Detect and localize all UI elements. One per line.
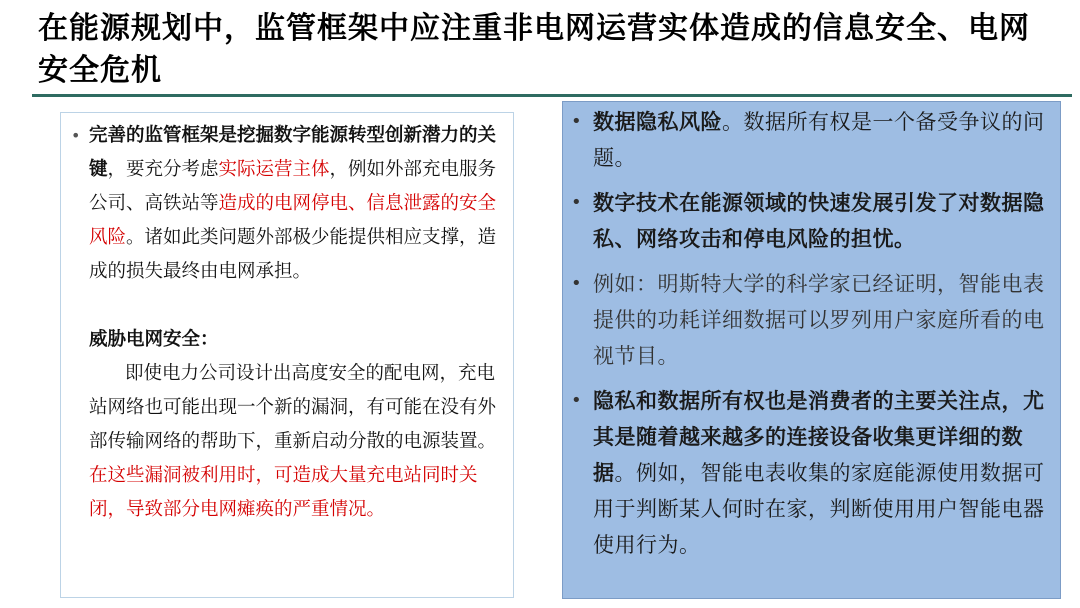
right-text-panel xyxy=(562,101,1061,599)
right-bullet-3 xyxy=(571,266,1059,374)
right-bullet-1-text: 。数据所有权是一个备受争议的问题。 xyxy=(593,110,1045,170)
left-bullet-1 xyxy=(71,119,509,289)
bullet-icon: • xyxy=(71,126,81,145)
left-panel-content xyxy=(71,119,509,527)
left-bullet-1-bold: 完善的监管框架是挖掘数字能源转型创新潜力的关键 xyxy=(89,125,497,180)
threat-text: 即使电力公司设计出高度安全的配电网，充电站网络也可能出现一个新的漏洞，有可能在没有外部传输网络的帮助下，重新启动分散的电源装置。 xyxy=(89,363,497,452)
right-bullet-4-text: 。例如，智能电表收集的家庭能源使用数据可用于判断某人何时在家，判断使用用户智能电器使用行为。 xyxy=(593,461,1045,557)
left-bullet-1-text-c: 。诸如此类问题外部极少能提供相应支撑，造成的损失最终由电网承担。 xyxy=(89,227,497,282)
page-title: 在能源规划中，监管框架中应注重非电网运营实体造成的信息安全、电网安全危机 xyxy=(38,11,1030,88)
left-text-panel xyxy=(60,112,514,598)
bullet-icon: • xyxy=(571,192,583,213)
right-panel-content xyxy=(571,104,1059,572)
right-bullet-1-bold: 数据隐私风险 xyxy=(593,110,722,134)
threat-heading: 威胁电网安全： xyxy=(89,329,219,350)
left-bullet-1-text-a: ，要充分考虑 xyxy=(107,159,219,180)
right-bullet-3-text: 例如：明斯特大学的科学家已经证明，智能电表提供的功耗详细数据可以罗列用户家庭所看的电视节目。 xyxy=(593,272,1045,368)
right-bullet-4 xyxy=(571,383,1059,563)
bullet-icon: • xyxy=(571,273,583,294)
spacer xyxy=(89,289,509,323)
threat-paragraph xyxy=(89,357,509,527)
right-bullet-4-bold: 隐私和数据所有权也是消费者的主要关注点，尤其是随着越来越多的连接设备收集更详细的数据 xyxy=(593,389,1045,485)
left-bullet-1-text-b: ，例如外部充电服务公司、高铁站等 xyxy=(89,159,497,214)
left-bullet-1-highlight-2: 造成的电网停电、信息泄露的安全风险 xyxy=(89,193,497,248)
bullet-icon: • xyxy=(571,111,583,132)
title-divider xyxy=(32,94,1072,97)
right-bullet-2-bold: 数字技术在能源领域的快速发展引发了对数据隐私、网络攻击和停电风险的担忧。 xyxy=(593,191,1045,251)
bullet-icon: • xyxy=(571,390,583,411)
right-bullet-2 xyxy=(571,185,1059,257)
right-bullet-1 xyxy=(571,104,1059,176)
left-bullet-1-highlight-1: 实际运营主体 xyxy=(218,159,330,180)
threat-highlight: 在这些漏洞被利用时，可造成大量充电站同时关闭，导致部分电网瘫痪的严重情况。 xyxy=(89,465,478,520)
